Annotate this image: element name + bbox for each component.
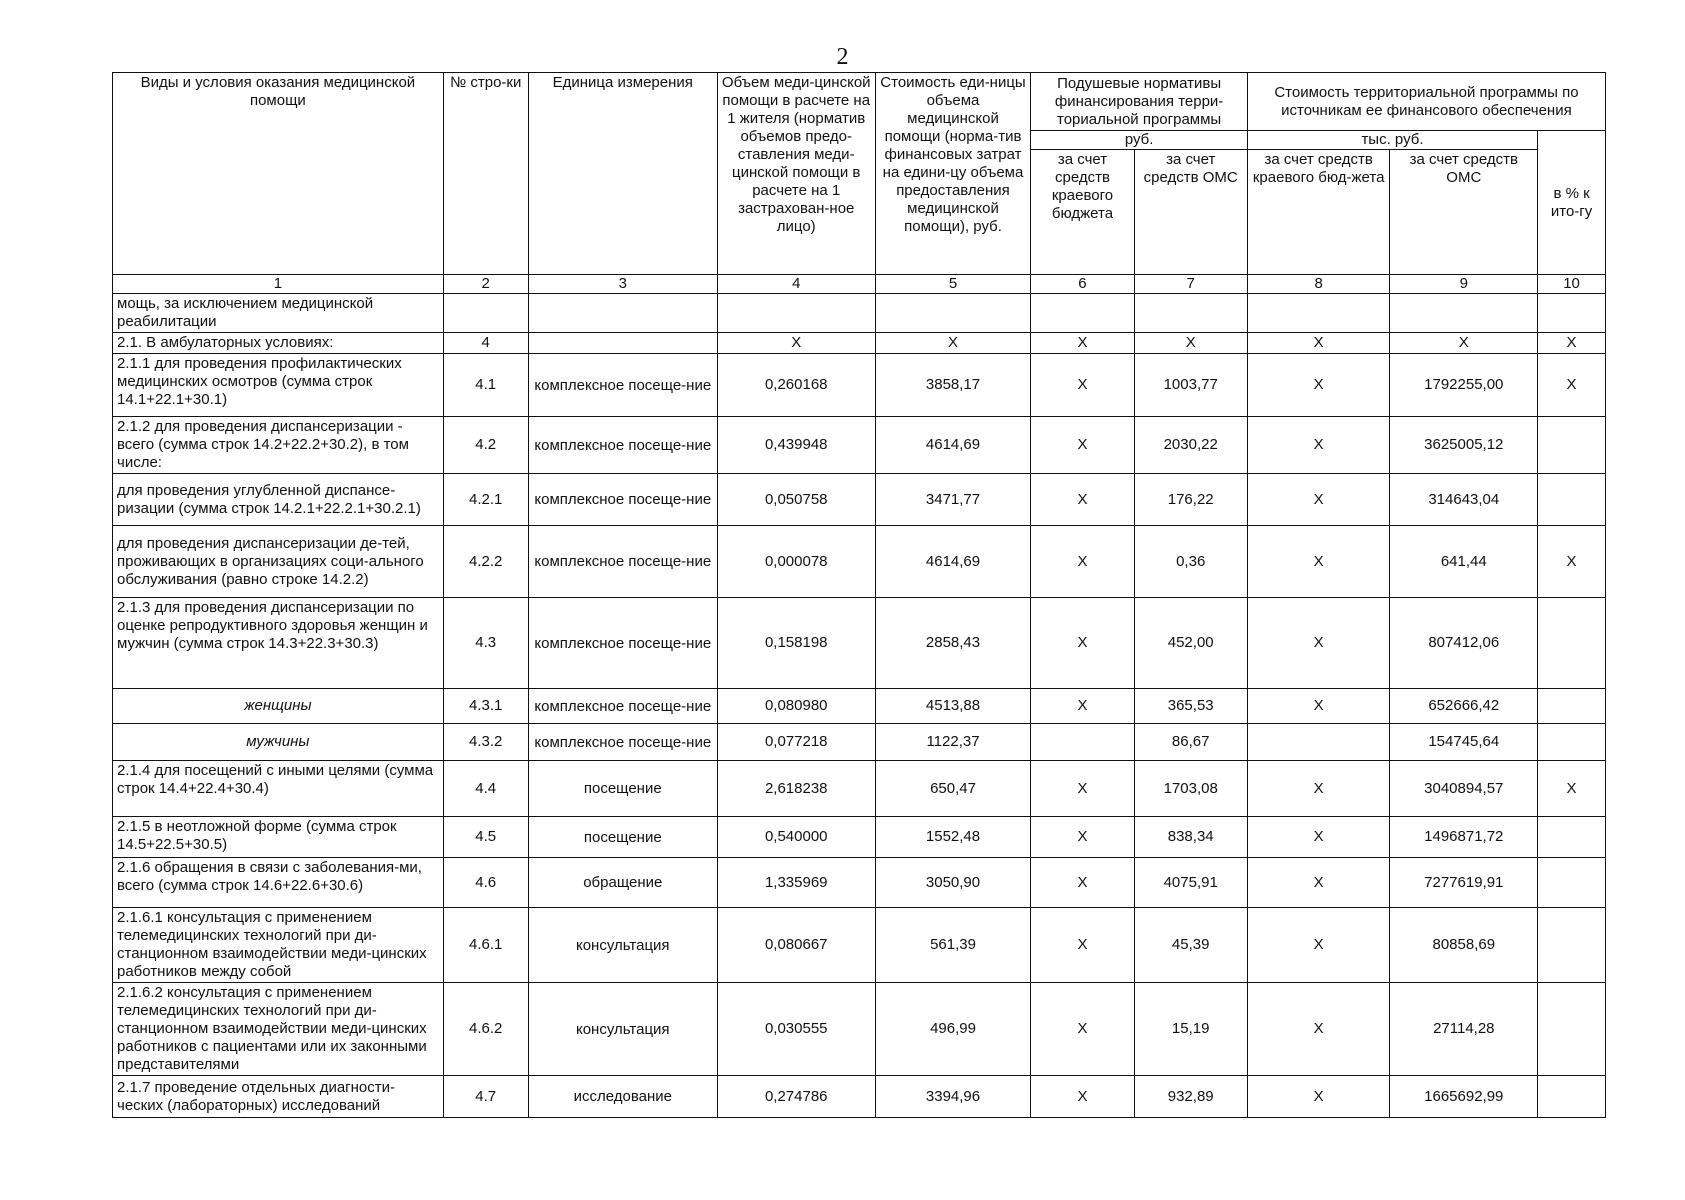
table-row — [113, 817, 1606, 858]
header-type-conditions: Виды и условия оказания медицинской помощи — [113, 73, 444, 275]
cell-percent — [1538, 417, 1606, 474]
cell-care-type: 2.1.7 проведение отдельных диагности-ческих (лабораторных) исследований — [113, 1076, 444, 1118]
header-norm-oms: за счет средств ОМС — [1134, 150, 1247, 275]
header-unit: Единица измерения — [528, 73, 717, 275]
table-row — [113, 333, 1606, 354]
cell-norm-oms: X — [1134, 333, 1247, 354]
cell-cost-oms: 641,44 — [1390, 526, 1538, 598]
cell-norm-oms — [1134, 294, 1247, 333]
cell-row-number: 4.5 — [443, 817, 528, 858]
cell-unit-cost: 3858,17 — [875, 354, 1031, 417]
cell-cost-regional: X — [1247, 333, 1390, 354]
cell-norm-oms: 176,22 — [1134, 474, 1247, 526]
cell-care-type: для проведения углубленной диспансе-ризации (сумма строк 14.2.1+22.2.1+30.2.1) — [113, 474, 444, 526]
cell-unit-cost: 1552,48 — [875, 817, 1031, 858]
header-cost-oms: за счет средств ОМС — [1390, 150, 1538, 275]
cell-volume: 0,274786 — [717, 1076, 875, 1118]
cell-volume: 2,618238 — [717, 761, 875, 817]
cell-cost-regional: X — [1247, 858, 1390, 908]
cell-unit-cost: 4614,69 — [875, 417, 1031, 474]
cell-norm-oms: 1703,08 — [1134, 761, 1247, 817]
cell-row-number: 4.2 — [443, 417, 528, 474]
cell-volume — [717, 294, 875, 333]
column-number-8: 8 — [1247, 275, 1390, 294]
cell-row-number: 4.6.1 — [443, 908, 528, 983]
cell-cost-regional: X — [1247, 761, 1390, 817]
header-volume — [717, 73, 875, 275]
cell-unit: комплексное посеще-ние — [528, 474, 717, 526]
cell-norm-oms: 0,36 — [1134, 526, 1247, 598]
table-row — [113, 598, 1606, 689]
cell-row-number: 4.3.1 — [443, 689, 528, 724]
cell-volume: 0,260168 — [717, 354, 875, 417]
cell-care-type: 2.1.3 для проведения диспансеризации по оценке репродуктивного здоровья женщин и мужчин (сумма строк 14.3+22.3+30.3) — [113, 598, 444, 689]
cell-volume: 0,439948 — [717, 417, 875, 474]
column-number-3: 3 — [528, 275, 717, 294]
cell-volume: 0,000078 — [717, 526, 875, 598]
cell-cost-oms: X — [1390, 333, 1538, 354]
cell-row-number: 4.2.2 — [443, 526, 528, 598]
cell-care-type: 2.1. В амбулаторных условиях: — [113, 333, 444, 354]
cell-row-number: 4.3.2 — [443, 724, 528, 761]
cell-care-type: для проведения диспансеризации де-тей, проживающих в организациях соци-ального обслуживания (равно строке 14.2.2) — [113, 526, 444, 598]
cell-percent — [1538, 983, 1606, 1076]
cell-cost-oms: 3040894,57 — [1390, 761, 1538, 817]
cell-unit — [528, 294, 717, 333]
header-row-number: № стро-ки — [443, 73, 528, 275]
cell-unit: комплексное посеще-ние — [528, 598, 717, 689]
header-unit-thousand-rub: тыс. руб. — [1247, 131, 1537, 150]
cell-norm-oms: 1003,77 — [1134, 354, 1247, 417]
cell-norm-regional — [1031, 724, 1134, 761]
table-row — [113, 983, 1606, 1076]
cell-unit: консультация — [528, 908, 717, 983]
header-cost-regional-budget: за счет средств краевого бюд-жета — [1247, 150, 1390, 275]
cell-care-type: 2.1.6 обращения в связи с заболевания-ми, всего (сумма строк 14.6+22.6+30.6) — [113, 858, 444, 908]
table-row — [113, 474, 1606, 526]
cell-volume: 0,158198 — [717, 598, 875, 689]
cell-cost-regional: X — [1247, 817, 1390, 858]
cell-percent — [1538, 908, 1606, 983]
cell-volume: 0,030555 — [717, 983, 875, 1076]
cell-unit: комплексное посеще-ние — [528, 689, 717, 724]
table-row — [113, 689, 1606, 724]
cell-norm-regional: X — [1031, 1076, 1134, 1118]
cell-unit: посещение — [528, 817, 717, 858]
cell-unit — [528, 333, 717, 354]
cell-volume: 0,540000 — [717, 817, 875, 858]
cell-percent — [1538, 474, 1606, 526]
cell-percent — [1538, 689, 1606, 724]
cell-norm-oms: 4075,91 — [1134, 858, 1247, 908]
table-row — [113, 417, 1606, 474]
header-percent-total: в % к ито-гу — [1538, 131, 1606, 275]
cell-unit-cost: 3394,96 — [875, 1076, 1031, 1118]
column-numbers-row — [113, 275, 1606, 294]
cell-unit-cost: 496,99 — [875, 983, 1031, 1076]
cell-norm-regional: X — [1031, 526, 1134, 598]
cell-percent — [1538, 817, 1606, 858]
program-cost-table — [112, 72, 1606, 1118]
table-row — [113, 1076, 1606, 1118]
column-number-1: 1 — [113, 275, 444, 294]
cell-care-type: 2.1.4 для посещений с иными целями (сумма строк 14.4+22.4+30.4) — [113, 761, 444, 817]
cell-unit-cost: X — [875, 333, 1031, 354]
cell-cost-oms: 80858,69 — [1390, 908, 1538, 983]
cell-unit-cost: 4513,88 — [875, 689, 1031, 724]
cell-unit-cost: 3050,90 — [875, 858, 1031, 908]
cell-cost-regional: X — [1247, 689, 1390, 724]
cell-row-number: 4.7 — [443, 1076, 528, 1118]
cell-unit: обращение — [528, 858, 717, 908]
cell-volume: 0,080980 — [717, 689, 875, 724]
cell-cost-regional: X — [1247, 417, 1390, 474]
cell-percent — [1538, 858, 1606, 908]
cell-norm-regional: X — [1031, 417, 1134, 474]
cell-cost-regional: X — [1247, 1076, 1390, 1118]
cell-volume: 1,335969 — [717, 858, 875, 908]
cell-percent — [1538, 294, 1606, 333]
cell-care-type: мужчины — [113, 724, 444, 761]
column-number-6: 6 — [1031, 275, 1134, 294]
cell-unit: посещение — [528, 761, 717, 817]
cell-percent: X — [1538, 761, 1606, 817]
table-row — [113, 761, 1606, 817]
cell-norm-oms: 838,34 — [1134, 817, 1247, 858]
cell-norm-oms: 15,19 — [1134, 983, 1247, 1076]
header-volume-text: Объем меди-цинской помощи в расчете на 1 жителя (норматив объемов предо-ставления меди-цинской помощи в расчете на 1 застрахован-ное лицо) — [721, 74, 871, 235]
cell-cost-oms: 807412,06 — [1390, 598, 1538, 689]
cell-cost-regional — [1247, 294, 1390, 333]
cell-percent — [1538, 724, 1606, 761]
cell-cost-oms: 7277619,91 — [1390, 858, 1538, 908]
cell-row-number: 4.3 — [443, 598, 528, 689]
column-number-5: 5 — [875, 275, 1031, 294]
cell-volume: 0,077218 — [717, 724, 875, 761]
cell-row-number: 4.4 — [443, 761, 528, 817]
table-row — [113, 858, 1606, 908]
cell-care-type: 2.1.6.2 консультация с применением телемедицинских технологий при ди-станционном взаимодействии меди-цинских работников с пациентами или их законными представителями — [113, 983, 444, 1076]
column-number-9: 9 — [1390, 275, 1538, 294]
cell-care-type: женщины — [113, 689, 444, 724]
cell-cost-regional: X — [1247, 354, 1390, 417]
cell-norm-oms: 45,39 — [1134, 908, 1247, 983]
cell-cost-regional: X — [1247, 598, 1390, 689]
cell-percent: X — [1538, 333, 1606, 354]
header-unit-rub: руб. — [1031, 131, 1247, 150]
cell-care-type: 2.1.5 в неотложной форме (сумма строк 14.5+22.5+30.5) — [113, 817, 444, 858]
cell-unit: комплексное посеще-ние — [528, 724, 717, 761]
table-row — [113, 724, 1606, 761]
cell-unit-cost: 650,47 — [875, 761, 1031, 817]
cell-norm-oms: 932,89 — [1134, 1076, 1247, 1118]
cell-cost-regional — [1247, 724, 1390, 761]
cell-norm-regional: X — [1031, 598, 1134, 689]
cell-cost-regional: X — [1247, 908, 1390, 983]
header-unit-cost: Стоимость еди-ницы объема медицинской помощи (норма-тив финансовых затрат на едини-цу объема предоставления медицинской помощи), руб. — [875, 73, 1031, 275]
cell-cost-oms — [1390, 294, 1538, 333]
cell-percent — [1538, 598, 1606, 689]
cell-unit: комплексное посеще-ние — [528, 526, 717, 598]
cell-cost-oms: 1792255,00 — [1390, 354, 1538, 417]
cell-row-number: 4.2.1 — [443, 474, 528, 526]
table-body — [113, 294, 1606, 1118]
column-number-7: 7 — [1134, 275, 1247, 294]
cell-row-number: 4.6.2 — [443, 983, 528, 1076]
cell-unit: исследование — [528, 1076, 717, 1118]
cell-unit: комплексное посеще-ние — [528, 354, 717, 417]
cell-care-type: 2.1.1 для проведения профилактических медицинских осмотров (сумма строк 14.1+22.1+30.1) — [113, 354, 444, 417]
table-row — [113, 908, 1606, 983]
cell-norm-regional: X — [1031, 761, 1134, 817]
cell-row-number — [443, 294, 528, 333]
cell-row-number: 4 — [443, 333, 528, 354]
cell-care-type: 2.1.2 для проведения диспансеризации - всего (сумма строк 14.2+22.2+30.2), в том числе: — [113, 417, 444, 474]
cell-row-number: 4.1 — [443, 354, 528, 417]
cell-cost-regional: X — [1247, 983, 1390, 1076]
cell-volume: X — [717, 333, 875, 354]
cell-norm-oms: 365,53 — [1134, 689, 1247, 724]
column-number-10: 10 — [1538, 275, 1606, 294]
cell-cost-oms: 1665692,99 — [1390, 1076, 1538, 1118]
cell-cost-oms: 3625005,12 — [1390, 417, 1538, 474]
cell-norm-regional: X — [1031, 817, 1134, 858]
cell-percent: X — [1538, 354, 1606, 417]
header-program-cost: Стоимость территориальной программы по источникам ее финансового обеспечения — [1247, 73, 1605, 131]
cell-volume: 0,050758 — [717, 474, 875, 526]
cell-norm-regional — [1031, 294, 1134, 333]
cell-norm-regional: X — [1031, 858, 1134, 908]
cell-norm-regional: X — [1031, 908, 1134, 983]
cell-unit-cost: 2858,43 — [875, 598, 1031, 689]
cell-cost-regional: X — [1247, 526, 1390, 598]
cell-percent — [1538, 1076, 1606, 1118]
cell-unit: комплексное посеще-ние — [528, 417, 717, 474]
cell-cost-regional: X — [1247, 474, 1390, 526]
column-number-2: 2 — [443, 275, 528, 294]
cell-percent: X — [1538, 526, 1606, 598]
header-per-capita-norms: Подушевые нормативы финансирования терри-ториальной программы — [1031, 73, 1247, 131]
cell-cost-oms: 154745,64 — [1390, 724, 1538, 761]
cell-unit-cost: 1122,37 — [875, 724, 1031, 761]
cell-norm-regional: X — [1031, 983, 1134, 1076]
cell-unit-cost: 3471,77 — [875, 474, 1031, 526]
cell-unit-cost: 561,39 — [875, 908, 1031, 983]
cell-cost-oms: 27114,28 — [1390, 983, 1538, 1076]
cell-volume: 0,080667 — [717, 908, 875, 983]
table-row — [113, 526, 1606, 598]
cell-norm-oms: 452,00 — [1134, 598, 1247, 689]
cell-row-number: 4.6 — [443, 858, 528, 908]
cell-unit-cost — [875, 294, 1031, 333]
table-row — [113, 294, 1606, 333]
cell-unit: консультация — [528, 983, 717, 1076]
cell-unit-cost: 4614,69 — [875, 526, 1031, 598]
cell-norm-regional: X — [1031, 333, 1134, 354]
page-number: 2 — [836, 44, 849, 70]
cell-norm-oms: 2030,22 — [1134, 417, 1247, 474]
cell-care-type: 2.1.6.1 консультация с применением телемедицинских технологий при ди-станционном взаимодействии меди-цинских работников между собой — [113, 908, 444, 983]
cell-norm-regional: X — [1031, 689, 1134, 724]
cell-norm-oms: 86,67 — [1134, 724, 1247, 761]
cell-cost-oms: 314643,04 — [1390, 474, 1538, 526]
cell-norm-regional: X — [1031, 354, 1134, 417]
header-norm-regional-budget: за счет средств краевого бюджета — [1031, 150, 1134, 275]
cell-cost-oms: 1496871,72 — [1390, 817, 1538, 858]
table-row — [113, 354, 1606, 417]
column-number-4: 4 — [717, 275, 875, 294]
cell-cost-oms: 652666,42 — [1390, 689, 1538, 724]
cell-care-type: мощь, за исключением медицинской реабилитации — [113, 294, 444, 333]
cell-norm-regional: X — [1031, 474, 1134, 526]
